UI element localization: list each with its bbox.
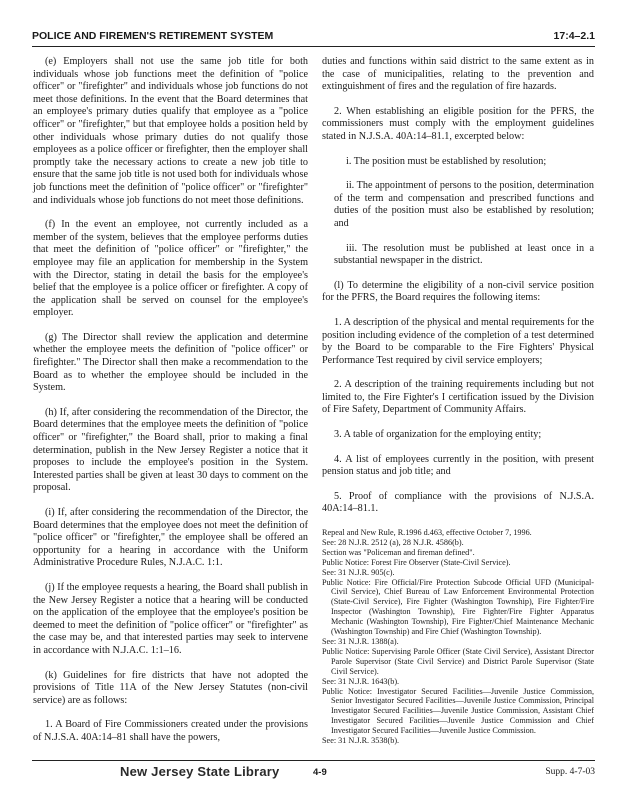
history-note: Public Notice: Supervising Parole Officer (State Civil Service), Assistant Director Parole Supervisor (State Civil Service) and District Parole Supervisor (State Civil Service). <box>322 646 594 676</box>
library-stamp: New Jersey State Library <box>120 764 280 779</box>
paragraph-g: (g) The Director shall review the application and determine whether the employee meets the definition of "police officer" or firefighter." The Director shall then make a recommendation to the Board as to whether the employee should be included in the System. <box>33 331 308 394</box>
paragraph-i: (i) If, after considering the recommendation of the Director, the Board determines that the employee does not meet the definition of "police officer" or "firefighter," the employee shall be offered an opportunity for a hearing in accordance with the Uniform Administrative Procedure Rules, N.J.A.C. 1:1. <box>33 507 308 569</box>
paragraph-k-1: 1. A Board of Fire Commissioners created under the provisions of N.J.S.A. 40A:14–81 shall have the powers, <box>33 719 308 743</box>
history-note: See: 28 N.J.R. 2512 (a), 28 N.J.R. 4586(b). <box>322 537 464 547</box>
paragraph-j: (j) If the employee requests a hearing, the Board shall publish in the New Jersey Register a notice that a hearing will be conducted on the application of the employee that the employee's position be deemed to meet the definition of "police officer" or "firefighter" as the case may be, and that interested parties may seek to intervene in accordance with N.J.A.C. 1:1–16. <box>33 581 308 656</box>
item-2: 2. A description of the training requirements including but not limited to, the Fire Fighter's I certification issued by the Division of Fire Safety, Department of Community Affairs. <box>322 379 594 416</box>
history-notes <box>322 528 594 746</box>
history-note: Repeal and New Rule, R.1996 d.463, effective October 7, 1996. <box>322 528 532 538</box>
right-column <box>322 56 594 746</box>
paragraph-l: (l) To determine the eligibility of a non-civil service position for the PFRS, the Board requires the following items: <box>322 279 594 304</box>
sub-item-ii: ii. The appointment of persons to the position, determination of the term and compensation and prescribed functions and duties of the position must also be established by resolution; and <box>334 180 594 229</box>
supplement-date: Supp. 4-7-03 <box>545 767 595 777</box>
header-section-number: 17:4–2.1 <box>553 30 595 42</box>
history-note: See: 31 N.J.R. 3538(b). <box>322 736 400 746</box>
sub-item-iii: iii. The resolution must be published at least once in a substantial newspaper in the district. <box>334 242 594 267</box>
item-1: 1. A description of the physical and mental requirements for the position including evidence of the completion of a test determined by the Board to be comparable to the Fire Fighters' Physical Performance Test required by civil service employers; <box>322 316 594 366</box>
paragraph-k-1-continued: duties and functions within said district to the same extent as in the case of municipalities, relating to the prevention and extinguishment of fires and the regulation of fire hazards. <box>322 56 594 93</box>
item-4: 4. A list of employees currently in the position, with present pension status and job title; and <box>322 453 594 478</box>
sub-item-i: i. The position must be established by resolution; <box>346 155 547 167</box>
item-3: 3. A table of organization for the employing entity; <box>334 429 542 441</box>
paragraph-e: (e) Employers shall not use the same job title for both individuals whose job functions meet the definition of "police officer" or "firefighter" and individuals whose job functions do not meet those definitions. In the event that the Board determines that an employee's primary duties qualify that employee as a "police officer" or "firefighter," but that employee holds a position held by other individuals whose primary duties do not qualify those employees as a police officer or firefighter, then the employer shall promptly take the necessary actions to create a new job title to ensure that the same job title is not used both for individuals whose job functions meet the definition of "police officer" or "firefighter" and individuals whose job functions do not meet those definitions. <box>33 56 308 206</box>
history-note: See: 31 N.J.R. 905(c). <box>322 567 395 577</box>
left-column <box>33 56 308 757</box>
history-note: See: 31 N.J.R. 1388(a). <box>322 637 399 646</box>
paragraph-h: (h) If, after considering the recommendation of the Director, the Board determines that the employee meets the definition of "police officer" or "firefighter," the Board shall, prior to making a final determination, publish in the New Jersey Register a notice that it proposes to include the employee's position in the System. Interested parties shall be given at least 30 days to comment on the proposal. <box>33 406 308 494</box>
paragraph-f: (f) In the event an employee, not currently included as a member of the system, believes that the employee performs duties that meet the definition of "police officer" or "firefighter," the employee may file an application for membership in the System with the Director, stating in detail the basis for the employee's belief that the employee is a police officer or firefighter. A copy of the application shall be served on counsel for the employee's employer. <box>33 219 308 319</box>
history-note: See: 31 N.J.R. 1643(b). <box>322 676 400 686</box>
item-5: 5. Proof of compliance with the provisions of N.J.S.A. 40A:14–81.1. <box>322 490 594 515</box>
history-note: Section was "Policeman and fireman defined". <box>322 547 475 557</box>
page-footer <box>32 760 595 781</box>
history-note: Public Notice: Investigator Secured Facilities—Juvenile Justice Commission, Senior Investigator Secured Facilities—Juvenile Justice Commission, Principal Investigator Secured Facilities—Juvenile Justice Commission, Assistant Chief Investigator Secured Facilities—Juvenile Justice Commission and Chief Investigator Secured Facilities—Juvenile Justice Commission. <box>322 686 594 736</box>
page-number: 4-9 <box>313 767 327 778</box>
paragraph-k: (k) Guidelines for fire districts that have not adopted the provisions of Title 11A of the New Jersey Statutes (non-civil service) are as follows: <box>33 669 308 706</box>
history-note: Public Notice: Forest Fire Observer (State-Civil Service). <box>322 557 511 567</box>
header-title: POLICE AND FIREMEN'S RETIREMENT SYSTEM <box>32 30 274 42</box>
history-note: Public Notice: Fire Official/Fire Protection Subcode Official UFD (Municipal-Civil Service), Chief Bureau of Law Enforcement Environmental Protection (State-Civil Service), Fire Fighter (Washington Township), Fire Fighter/Fire Inspector (Washington Township), Fire Fighter/Fire Fighter Apparatus Mechanic (Washington Township), Fire Fighter/Chief Maintenance Mechanic (Washington Township) and Fire Chief (Washington Township). <box>322 577 594 637</box>
paragraph-k-2: 2. When establishing an eligible position for the PFRS, the commissioners must comply with the employment guidelines stated in N.J.S.A. 40A:14–81.1, excerpted below: <box>322 105 594 142</box>
running-header <box>32 30 595 47</box>
